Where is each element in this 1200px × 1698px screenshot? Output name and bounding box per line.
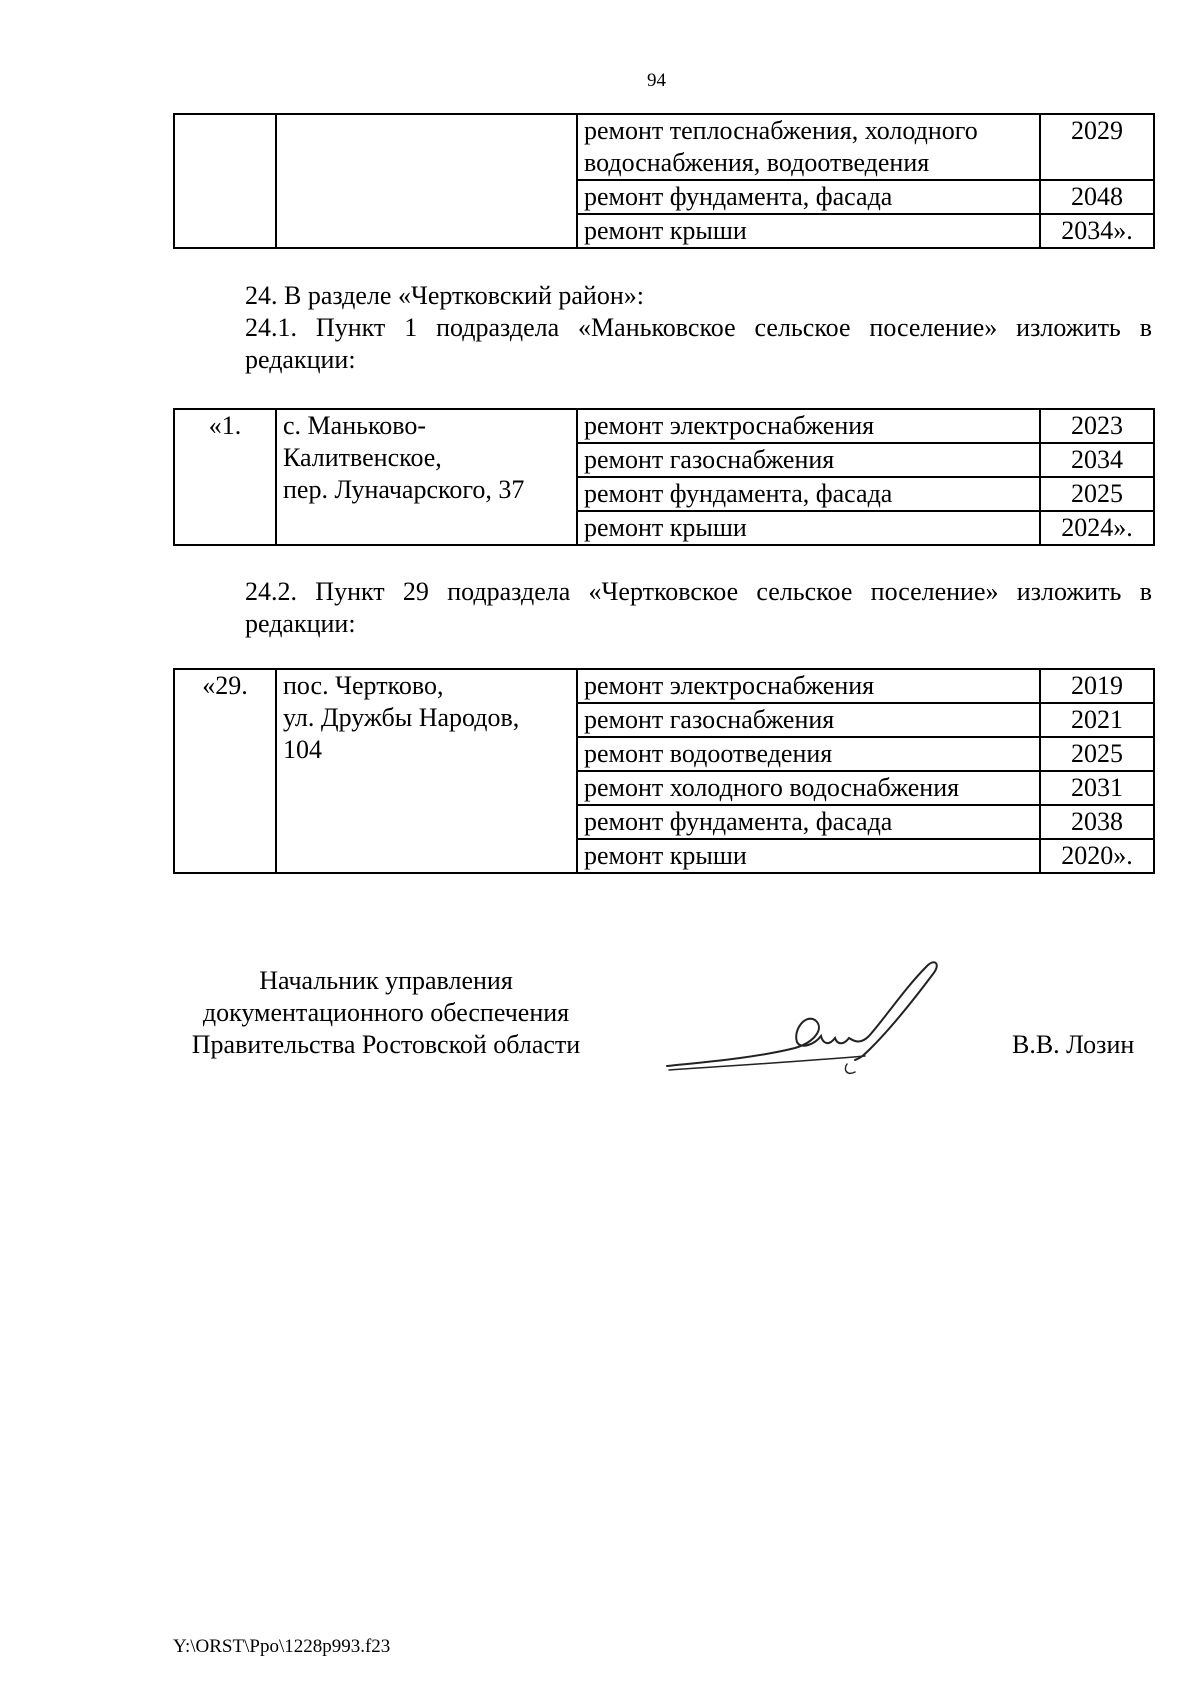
year-cell: 2031	[1040, 771, 1154, 805]
work-cell: ремонт электроснабжения	[577, 669, 1040, 703]
section-24-text	[173, 280, 1152, 376]
table-row	[174, 669, 1154, 703]
work-cell: ремонт газоснабжения	[577, 443, 1040, 477]
work-cell: ремонт крыши	[577, 214, 1040, 248]
repair-table-item-29	[173, 668, 1155, 874]
row-number-cell: «29.	[174, 669, 276, 873]
signatory-title-line: документационного обеспечения	[202, 998, 570, 1027]
year-cell: 2048	[1040, 180, 1154, 214]
signatory-title-line: Начальник управления	[259, 966, 513, 995]
year-cell: 2021	[1040, 703, 1154, 737]
work-cell: ремонт фундамента, фасада	[577, 180, 1040, 214]
repair-table-item-1	[173, 408, 1155, 546]
signatory-title-line: Правительства Ростовской области	[191, 1030, 581, 1059]
section-24-2-text	[173, 576, 1152, 640]
row-number-cell	[174, 114, 276, 248]
year-cell: 2024».	[1040, 511, 1154, 545]
address-line: ул. Дружбы Народов,	[283, 703, 520, 732]
work-cell: ремонт крыши	[577, 511, 1040, 545]
row-number-cell: «1.	[174, 409, 276, 545]
work-cell: ремонт фундамента, фасада	[577, 805, 1040, 839]
work-cell: ремонт крыши	[577, 839, 1040, 873]
handwritten-signature	[665, 958, 950, 1078]
year-cell: 2025	[1040, 477, 1154, 511]
address-line: Калитвенское,	[283, 443, 442, 472]
signatory-name: В.В. Лозин	[1012, 1030, 1135, 1059]
year-cell: 2020».	[1040, 839, 1154, 873]
address-line: с. Маньково-	[283, 411, 427, 440]
table-row	[174, 409, 1154, 443]
work-cell: ремонт электроснабжения	[577, 409, 1040, 443]
year-cell: 2023	[1040, 409, 1154, 443]
year-cell: 2019	[1040, 669, 1154, 703]
address-line: пос. Чертково,	[283, 671, 444, 700]
year-cell: 2038	[1040, 805, 1154, 839]
address-cell	[276, 669, 577, 873]
repair-table-continuation	[173, 113, 1155, 249]
address-cell	[276, 409, 577, 545]
table-row	[174, 114, 1154, 180]
work-cell: ремонт фундамента, фасада	[577, 477, 1040, 511]
paragraph-24-2: 24.2. Пункт 29 подраздела «Чертковское сельское поселение» изложить в редакции:	[245, 577, 1152, 638]
file-path-footer: Y:\ORST\Ppo\1228p993.f23	[173, 1636, 391, 1657]
year-cell: 2029	[1040, 114, 1154, 180]
section-heading: 24. В разделе «Чертковский район»:	[245, 281, 644, 310]
work-cell: ремонт холодного водоснабжения	[577, 771, 1040, 805]
paragraph-24-1: 24.1. Пункт 1 подраздела «Маньковское сельское поселение» изложить в редакции:	[245, 313, 1152, 374]
work-cell: ремонт водоотведения	[577, 737, 1040, 771]
signatory-title	[173, 965, 599, 1061]
year-cell: 2034	[1040, 443, 1154, 477]
address-line: 104	[283, 735, 322, 764]
year-cell: 2025	[1040, 737, 1154, 771]
address-cell	[276, 114, 577, 248]
work-cell: ремонт теплоснабжения, холодного водоснабжения, водоотведения	[577, 114, 1040, 180]
year-cell: 2034».	[1040, 214, 1154, 248]
page-number: 94	[647, 70, 666, 91]
address-line: пер. Луначарского, 37	[283, 475, 525, 504]
work-cell: ремонт газоснабжения	[577, 703, 1040, 737]
